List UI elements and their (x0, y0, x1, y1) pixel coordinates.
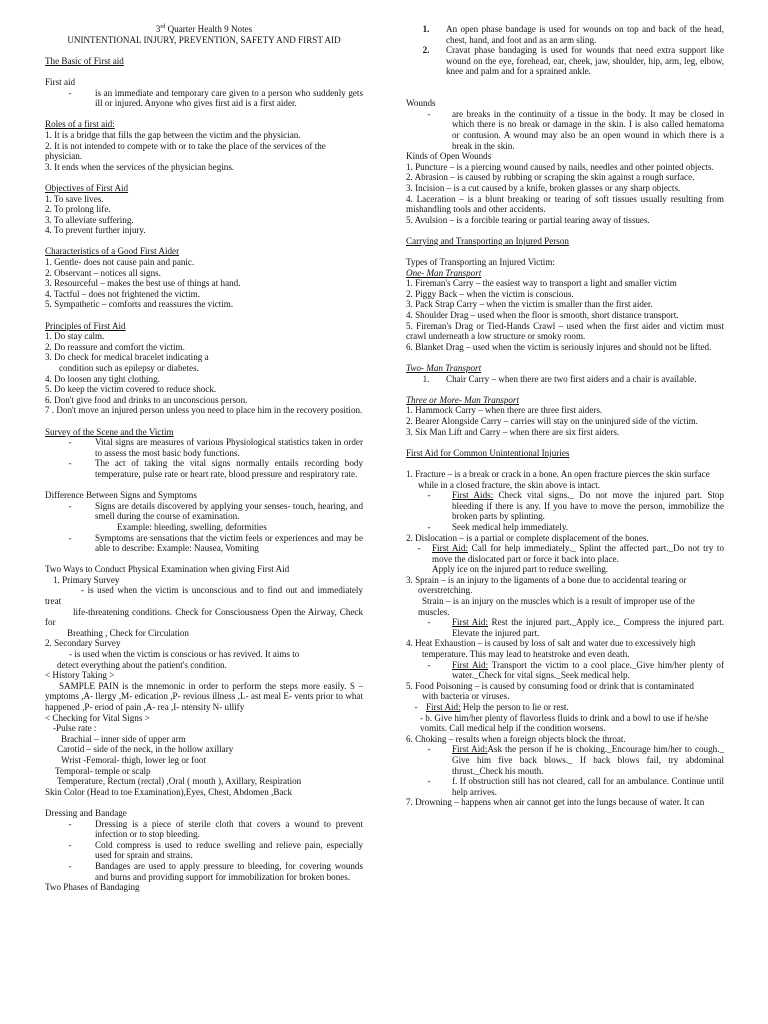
sprain-overstretching: overstretching. (418, 585, 473, 596)
fracture-help: - Seek medical help immediately. (427, 521, 569, 532)
first-aid-definition: - is an immediate and temporary care given to a person who suddenly gets ill or injured. Anyone who gives first aid is a first aider. (68, 87, 363, 109)
skin-color-text: Skin Color (Head to toe Examination),Eyes, Chest, Abdomen ,Back (45, 786, 293, 797)
signs-example: Example: bleeding, swelling, deformities (117, 521, 267, 532)
principle-item: 3. Do check for medical bracelet indicating a (45, 352, 209, 363)
section-heading-kinds: Kinds of Open Wounds (406, 151, 492, 162)
title-ordinal: 3 (155, 24, 161, 34)
principle-item: 2. Do reassure and comfort the victim. (45, 341, 185, 352)
secondary-survey-text: detect everything about the patient's condition. (57, 659, 227, 670)
survey-item: - Vital signs are measures of various Physiological statistics taken in order to assess the most basic body functions. (68, 437, 363, 458)
document-title (45, 24, 363, 35)
sprain-text: 3. Sprain – is an injury to the ligaments of a bone due to accidental tearing or (406, 574, 687, 585)
three-man-item: 1. Hammock Carry – when there are three first aiders. (406, 405, 603, 416)
one-man-item: 1. Fireman's Carry – the easiest way to transport a light and smaller victim (406, 278, 677, 289)
strain-text: Strain – is an injury on the muscles which is a result of improper use of the (422, 596, 695, 607)
dislocation-first-aid: - First Aid: Call for help immediately._ Splint the affected part._Do not try to move the dislocated part or force it back into place. (417, 543, 724, 564)
two-man-heading: Two- Man Transport (406, 363, 482, 373)
roles-item: 3. It ends when the services of the physician begins. (45, 161, 235, 172)
primary-survey-text: life-threatening conditions. Check for Consciousness Open the Airway, Check for (45, 606, 363, 628)
first-aid-term: First aid (45, 76, 76, 87)
principle-item: 4. Do loosen any tight clothing. (45, 373, 160, 384)
choking-first-aid: - First Aid:Ask the person if he is choking._Encourage him/her to cough._ Give him five back blows._ If back blows fail, try abdominal thrust._Check his mouth. (427, 744, 724, 776)
three-man-item: 2. Bearer Alongside Carry – carries will stay on the uninjured side of the victim. (406, 415, 698, 426)
section-heading-wounds: Wounds (406, 98, 436, 109)
one-man-item: 5. Fireman's Drag or Tied-Hands Crawl – used when the first aider and victim must crawl underneath a low structure or smoky room. (406, 320, 724, 342)
section-heading-principles: Principles of First Aid (45, 320, 126, 331)
section-heading-objectives: Objectives of First Aid (45, 182, 129, 193)
dislocation-text: 2. Dislocation – is a partial or complete displacement of the bones. (406, 532, 649, 543)
one-man-item: 6. Blanket Drag – used when the victim is seriously injures and should not be lifted. (406, 341, 712, 352)
right-column (406, 24, 724, 808)
pulse-site: Brachial – inner side of upper arm (61, 733, 186, 744)
section-heading-exam: Two Ways to Conduct Physical Examination when giving First Aid (45, 564, 290, 575)
objective-item: 4. To prevent further injury. (45, 225, 146, 236)
section-heading-carrying: Carrying and Transporting an Injured Person (406, 235, 569, 246)
principle-item: 5. Do keep the victim covered to reduce shock. (45, 384, 217, 395)
wound-kind-item: 5. Avulsion – is a forcible tearing or partial tearing away of tissues. (406, 214, 650, 225)
primary-survey-text: Breathing , Check for Circulation (67, 627, 189, 638)
drowning-text: 7. Drowning – happens when air cannot get into the lungs because of water. It can (406, 797, 705, 808)
document-subtitle: UNINTENTIONAL INJURY, PREVENTION, SAFETY AND FIRST AID (67, 34, 341, 45)
dressing-item: - Dressing is a piece of sterile cloth that covers a wound to prevent infection or to stop bleeding. (68, 818, 363, 840)
bandage-phase-item: 2. Cravat phase bandaging is used for wounds that need extra support like wound on the eye, forehead, ear, cheek, jaw, shoulder, hip, arm, leg, elbow, knee and palm and for a sprained ankle. (422, 45, 724, 77)
section-heading-common-injuries: First Aid for Common Unintentional Injuries (406, 447, 570, 458)
wounds-definition: - are breaks in the continuity of a tissue in the body. It may be closed in which there is no break or damage in the skin. I is also called hematoma or contusion. A wound may also be an open wound in which there is a break in the skin. (427, 108, 724, 151)
pulse-site: Carotid – side of the neck, in the hollow axillary (57, 744, 234, 755)
section-heading-roles: Roles of a first aid: (45, 119, 115, 130)
two-man-item: 1. Chair Carry – when there are two first aiders and a chair is available. (422, 373, 697, 384)
objective-item: 3. To alleviate suffering. (45, 214, 134, 225)
one-man-heading: One- Man Transport (406, 267, 482, 278)
section-heading-phases: Two Phases of Bandaging (45, 882, 140, 893)
wound-kind-item: 3. Incision – is a cut caused by a knife, broken glasses or any sharp objects. (406, 182, 681, 193)
title-text: Quarter Health 9 Notes (165, 24, 253, 34)
temperature-sites: Temperature, Rectum (rectal) ,Oral ( mouth ), Axillary, Respiration (57, 776, 302, 787)
wound-kind-item: 1. Puncture – is a piercing wound caused by nails, needles and other pointed objects. (406, 161, 714, 172)
three-man-heading: Three or More- Man Transport (406, 394, 520, 405)
heat-exhaustion-text: 4. Heat Exhaustion – is caused by loss of salt and water due to excessively high (406, 638, 696, 649)
signs-item: - Signs are details discovered by applying your senses- touch, hearing, and smell during the course of examination. (68, 500, 363, 522)
vital-signs-label: < Checking for Vital Signs > (45, 712, 150, 723)
principle-item: condition such as epilepsy or diabetes. (59, 363, 199, 373)
characteristic-item: 5. Sympathetic – comforts and reassures the victim. (45, 299, 234, 310)
symptoms-item: - Symptoms are sensations that the victim feels or experiences and may be able to describe: Example: Nausea, Vomiting (68, 532, 363, 554)
sample-pain-text: SAMPLE PAIN is the mnemonic in order to perform the steps more easily. S – ymptoms ,A- llergy ,M- edication ,P- revious illness ,L- ast meal E- vents prior to what happened ,P- eriod of pain ,A- rea ,I- ntensity N- ullify (45, 680, 363, 712)
pulse-site: Temporal- temple or scalp (55, 765, 151, 776)
section-heading-basic: The Basic of First aid (45, 55, 124, 66)
principle-item: 6. Don't give food and drinks to an unconscious person. (45, 394, 248, 405)
food-bacteria-text: with bacteria or viruses. (422, 691, 510, 702)
heat-temperature-text: temperature. This may lead to heatstroke and even death. (422, 649, 630, 660)
fracture-first-aid: - First Aids: Check vital signs._ Do not move the injured part. Stop bleeding if there is any. If you have to move the person, immobilize the broken parts by splinting. (427, 490, 724, 522)
dressing-item: - Bandages are used to apply pressure to bleeding, for covering wounds and burns and providing support for immobilization for broken bones. (68, 860, 363, 882)
heat-first-aid: - First Aid: Transport the victim to a cool place._Give him/her plenty of water._Check for vital signs._Seek medical help. (427, 659, 724, 681)
wound-kind-item: 4. Laceration – is a blunt breaking or tearing of soft tissues usually resulting from mishandling tools and other accidents. (406, 193, 724, 215)
one-man-item: 3. Pack Strap Carry – when the victim is smaller than the first aider. (406, 299, 653, 310)
principle-item: 1. Do stay calm. (45, 331, 105, 342)
types-heading: Types of Transporting an Injured Victim: (406, 257, 555, 268)
roles-item: 2. It is not intended to compete with or to take the place of the services of the physician. (45, 140, 326, 162)
title-ordinal-suffix: rd (160, 23, 166, 30)
strain-muscles: muscles. (418, 606, 450, 617)
food-poisoning-text: 5. Food Poisoning – is caused by consuming food or drink that is contaminated (406, 680, 694, 691)
primary-survey-title: 1. Primary Survey (53, 574, 120, 585)
sprain-first-aid: - First Aid: Rest the injured part._Apply ice._ Compress the injured part. Elevate the injured part. (427, 617, 724, 638)
dislocation-ice: Apply ice on the injured part to reduce swelling. (432, 564, 609, 575)
three-man-item: 3. Six Man Lift and Carry – when there are six first aiders. (406, 426, 620, 437)
primary-survey-text: - is used when the victim is unconscious and to find out and immediately treat (45, 585, 363, 607)
choking-text: 6. Choking – results when a foreign objects block the throat. (406, 733, 626, 744)
food-first-aid-b: - b. Give him/her plenty of flavorless fluids to drink and a bowl to use if he/she vomits. Call medical help if the condition worsens. (420, 712, 709, 734)
survey-item: - The act of taking the vital signs normally entails recording body temperature, pulse rate or heart rate, blood pressure and respiratory rate. (68, 458, 363, 479)
dressing-item: - Cold compress is used to reduce swelling and relieve pain, especially used for sprain and strains. (68, 839, 363, 861)
principle-item: 7 . Don't move an injured person unless you need to place him in the recovery position. (45, 405, 363, 416)
characteristic-item: 2. Observant – notices all signs. (45, 267, 161, 278)
secondary-survey-text: - is used when the victim is conscious or has revived. It aims to (69, 649, 300, 660)
history-taking-label: < History Taking > (45, 670, 115, 681)
section-heading-dressing: Dressing and Bandage (45, 807, 127, 818)
left-column (45, 24, 363, 893)
fracture-text: 1. Fracture – is a break or crack in a bone. An open fracture pierces the skin surface (406, 468, 710, 479)
characteristic-item: 3. Resourceful – makes the best use of things at hand. (45, 278, 241, 289)
pulse-rate-label: -Pulse rate : (53, 723, 97, 734)
section-heading-survey: Survey of the Scene and the Victim (45, 426, 174, 437)
characteristic-item: 1. Gentle- does not cause pain and panic. (45, 257, 195, 268)
choking-ambulance: - f. If obstruction still has not cleared, call for an ambulance. Continue until help arrives. (427, 776, 724, 797)
bandage-phase-item: 1. An open phase bandage is used for wounds on top and back of the head, chest, hand, and foot and as an arm sling. (422, 24, 724, 45)
fracture-closed-text: while in a closed fracture, the skin above is intact. (418, 479, 601, 490)
secondary-survey-title: 2. Secondary Survey (45, 638, 121, 649)
section-heading-characteristics: Characteristics of a Good First Aider (45, 246, 180, 257)
one-man-item: 2. Piggy Back – when the victim is conscious. (406, 288, 574, 299)
objective-item: 2. To prolong life. (45, 204, 111, 215)
wound-kind-item: 2. Abrasion – is caused by rubbing or scraping the skin against a rough surface. (406, 172, 695, 183)
roles-item: 1. It is a bridge that fills the gap between the victim and the physician. (45, 129, 301, 140)
objective-item: 1. To save lives. (45, 193, 104, 204)
section-heading-difference: Difference Between Signs and Symptoms (45, 490, 197, 501)
one-man-item: 4. Shoulder Drag – used when the floor is smooth, short distance transport. (406, 310, 679, 321)
food-first-aid: - First Aid: Help the person to lie or rest. (414, 702, 569, 712)
characteristic-item: 4. Tactful – does not frightened the victim. (45, 288, 201, 299)
pulse-site: Wrist -Femoral- thigh, lower leg or foot (61, 754, 206, 765)
